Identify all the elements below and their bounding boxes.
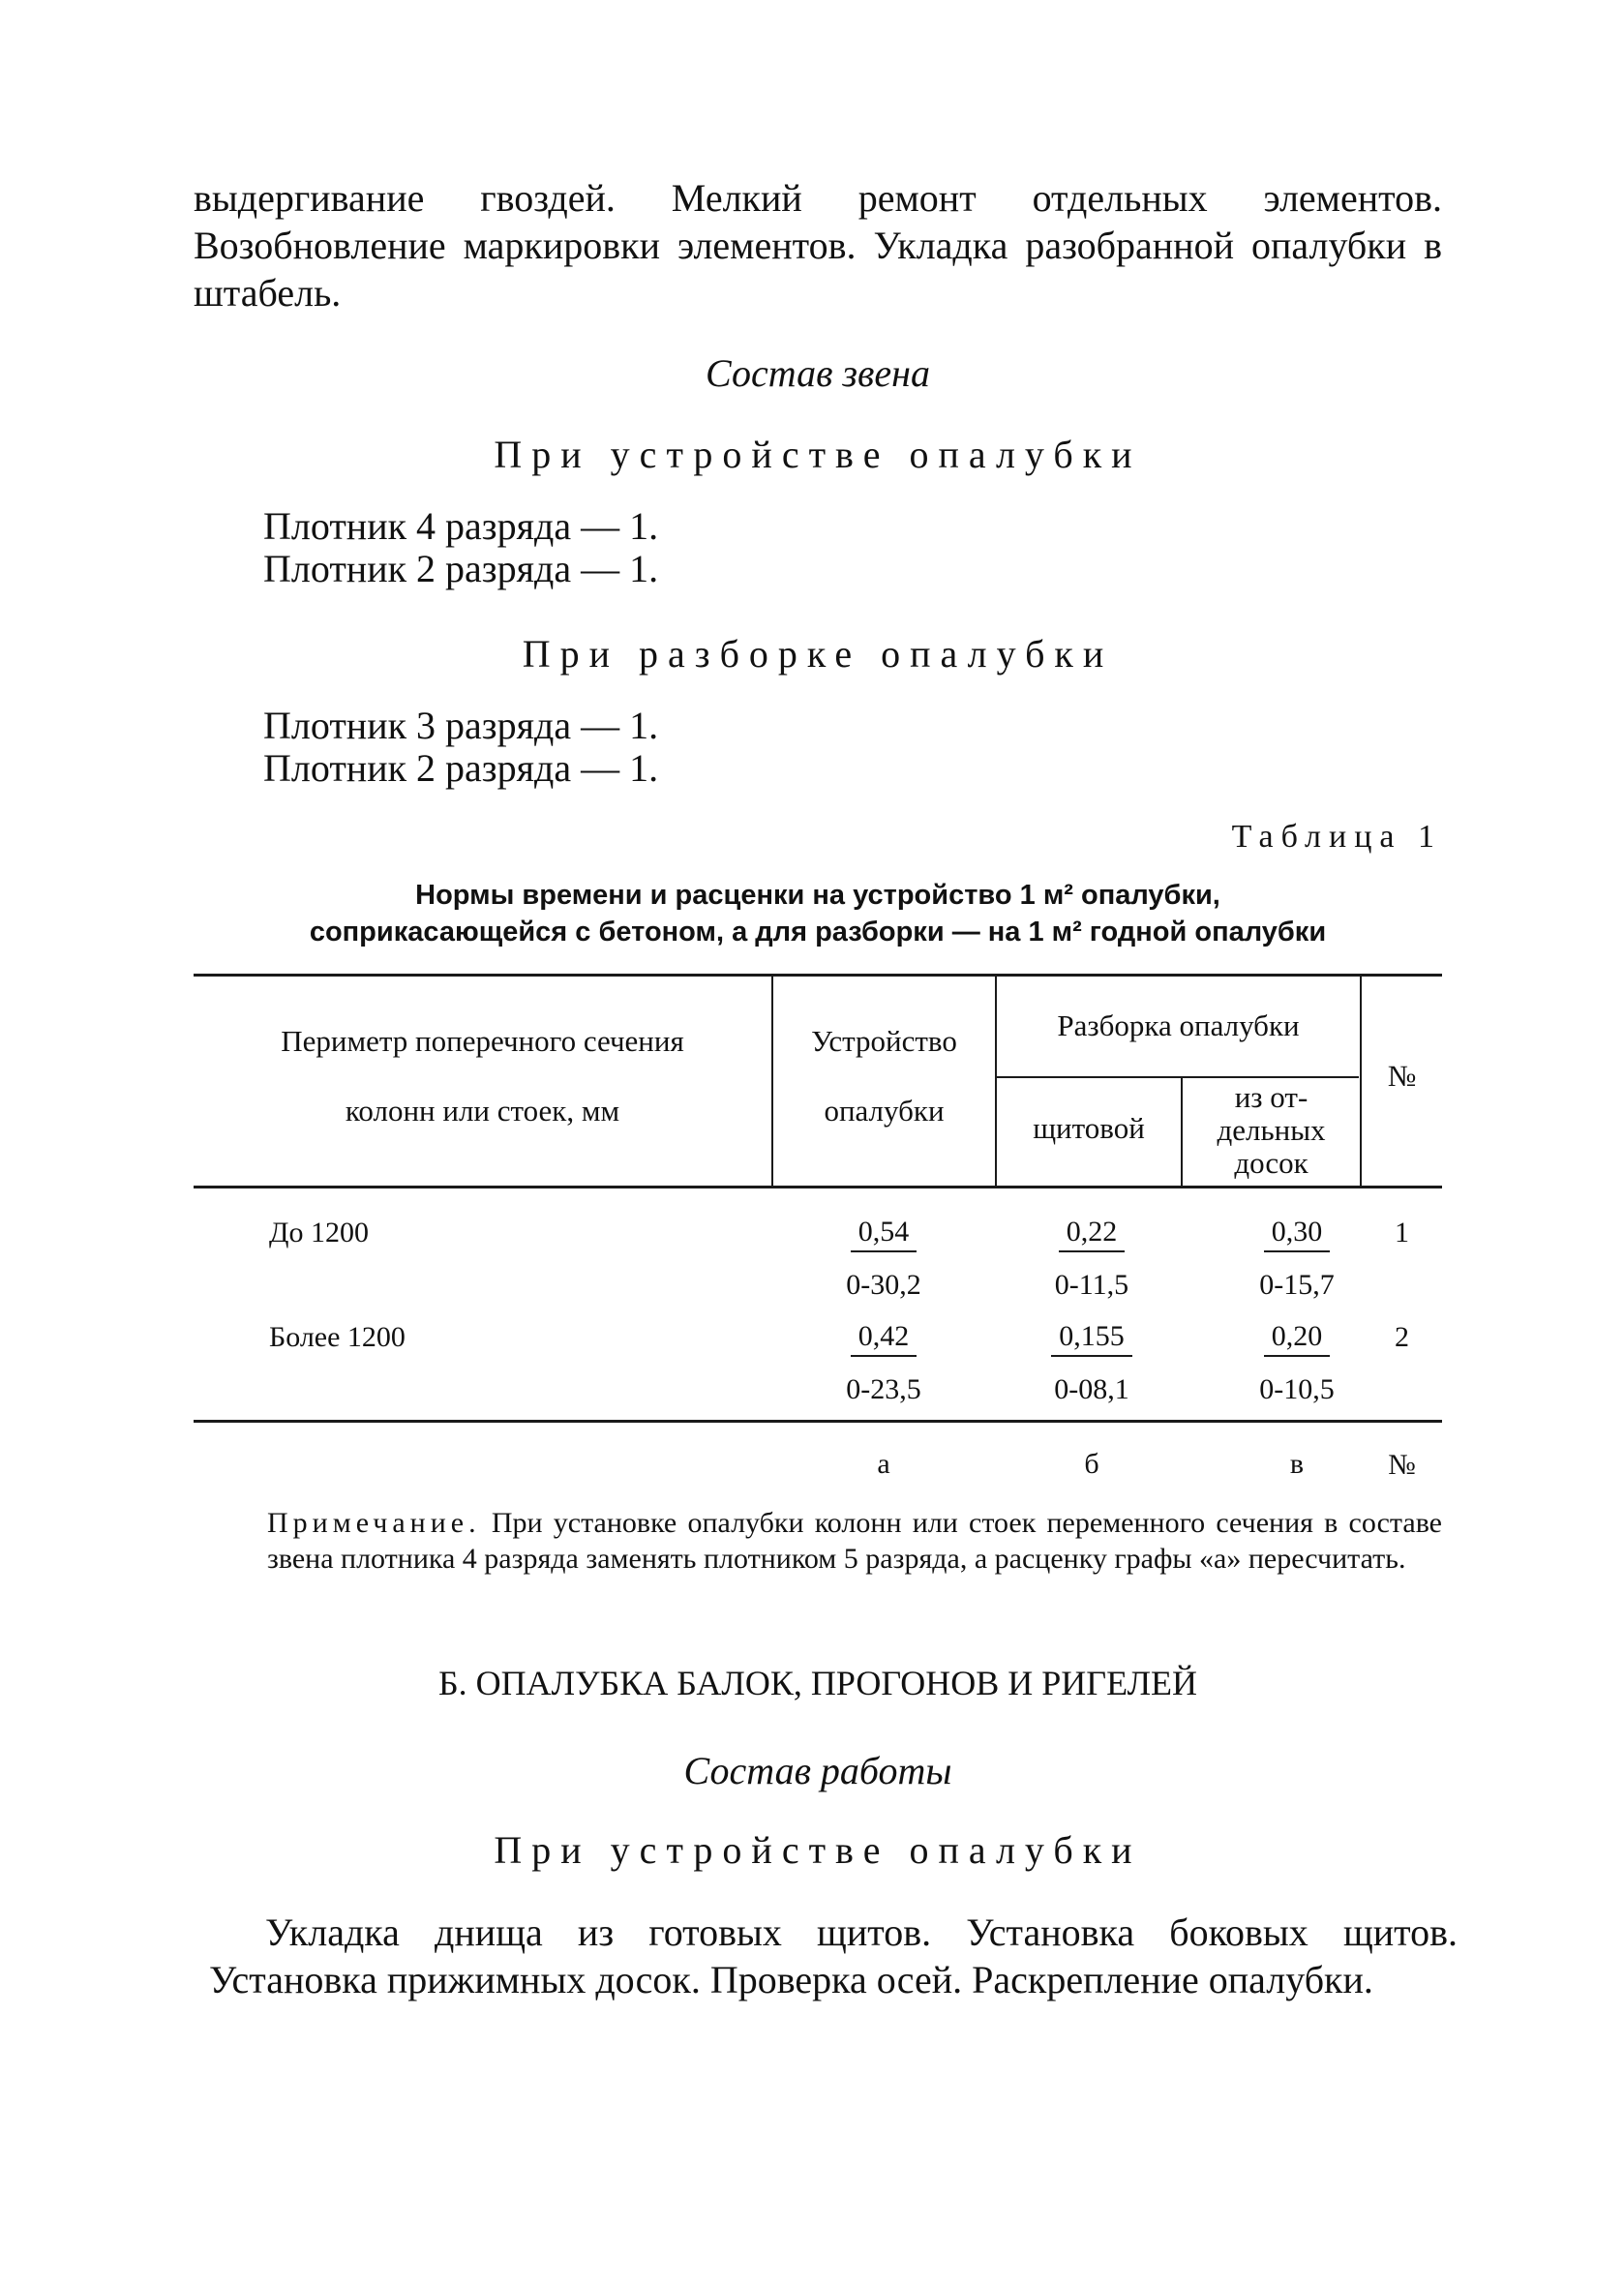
row-1-boards-rate: 0-15,7 (1259, 1269, 1335, 1301)
table-title-line-2: соприкасающейся с бетоном, а для разборки — на 1 м² годной опалубки (309, 917, 1327, 947)
header-perimeter-line-1: Периметр поперечного сечения (281, 1024, 684, 1058)
install-crew-line-1: Плотник 4 разряда — 1. (263, 504, 659, 548)
note-label: Примечание. (267, 1507, 481, 1539)
header-install-line-1: Устройство (811, 1024, 957, 1058)
dismantle-crew-heading: При разборке опалубки (522, 632, 1114, 676)
row-2-panel-norm: 0,155 (1014, 1320, 1169, 1357)
row-1-label: До 1200 (269, 1217, 369, 1248)
row-1-number: 1 (1395, 1217, 1409, 1248)
section-b-heading: Б. ОПАЛУБКА БАЛОК, ПРОГОНОВ И РИГЕЛЕЙ (437, 1664, 1197, 1702)
table-col-rule-2 (995, 974, 997, 1187)
row-2-install-rate: 0-23,5 (846, 1373, 921, 1405)
header-perimeter-line-2: колонн или стоек, мм (345, 1094, 620, 1128)
section-b-work-heading: Состав работы (683, 1749, 952, 1792)
section-b-paragraph: Укладка днища из готовых щитов. Установка боковых щитов. Установка прижимных досок. Проверка осей. Раскрепление опалубки. (209, 1910, 1458, 2001)
table-top-rule (194, 974, 1442, 977)
row-1-panel-rate: 0-11,5 (1054, 1269, 1129, 1301)
column-letter-a: а (877, 1448, 890, 1480)
table-title-line-1: Нормы времени и расценки на устройство 1 м² опалубки, (415, 880, 1220, 911)
header-number: № (1387, 1059, 1417, 1093)
header-boards-line-1: из от- (1234, 1080, 1308, 1114)
crew-heading: Состав звена (705, 351, 930, 395)
header-panel: щитовой (1033, 1111, 1145, 1145)
table-header-rule (194, 1186, 1442, 1188)
column-letter-v: в (1289, 1448, 1305, 1480)
header-boards-line-2: дельных (1217, 1113, 1326, 1147)
column-letter-b: б (1084, 1448, 1099, 1480)
header-boards-line-3: досок (1234, 1146, 1308, 1180)
row-2-install-norm: 0,42 (806, 1320, 961, 1357)
header-install-line-2: опалубки (824, 1094, 945, 1128)
install-crew-line-2: Плотник 2 разряда — 1. (263, 547, 659, 590)
note-text: При установке опалубки колонн или стоек переменного сечения в составе звена плотника 4 разряда заменять плотником 5 разряда, а расценку графы «а» пересчитать. (267, 1507, 1442, 1575)
row-2-boards-rate: 0-10,5 (1259, 1373, 1335, 1405)
table-label: Таблица 1 (1231, 819, 1442, 855)
row-2-number: 2 (1395, 1321, 1409, 1353)
header-dismantle: Разборка опалубки (1057, 1008, 1300, 1042)
row-1-panel-norm: 0,22 (1014, 1216, 1169, 1252)
table-note (267, 1505, 1442, 1577)
row-1-install-rate: 0-30,2 (846, 1269, 921, 1301)
table-col-rule-1 (771, 974, 773, 1187)
column-letter-number: № (1388, 1449, 1416, 1481)
install-crew-heading: При устройстве опалубки (494, 433, 1142, 476)
intro-paragraph: выдергивание гвоздей. Мелкий ремонт отдельных элементов. Возобновление маркировки элементов. Укладка разобранной опалубки в штабель. (194, 176, 1442, 315)
dismantle-crew-line-1: Плотник 3 разряда — 1. (263, 704, 659, 747)
row-2-panel-rate: 0-08,1 (1054, 1373, 1129, 1405)
row-2-boards-norm: 0,20 (1219, 1320, 1374, 1357)
dismantle-crew-line-2: Плотник 2 разряда — 1. (263, 746, 659, 790)
row-1-boards-norm: 0,30 (1219, 1216, 1374, 1252)
row-1-install-norm: 0,54 (806, 1216, 961, 1252)
row-2-label: Более 1200 (269, 1321, 406, 1353)
section-b-install-heading: При устройстве опалубки (494, 1828, 1142, 1872)
table-bottom-rule (194, 1420, 1442, 1423)
table-subheader-rule (997, 1076, 1359, 1078)
